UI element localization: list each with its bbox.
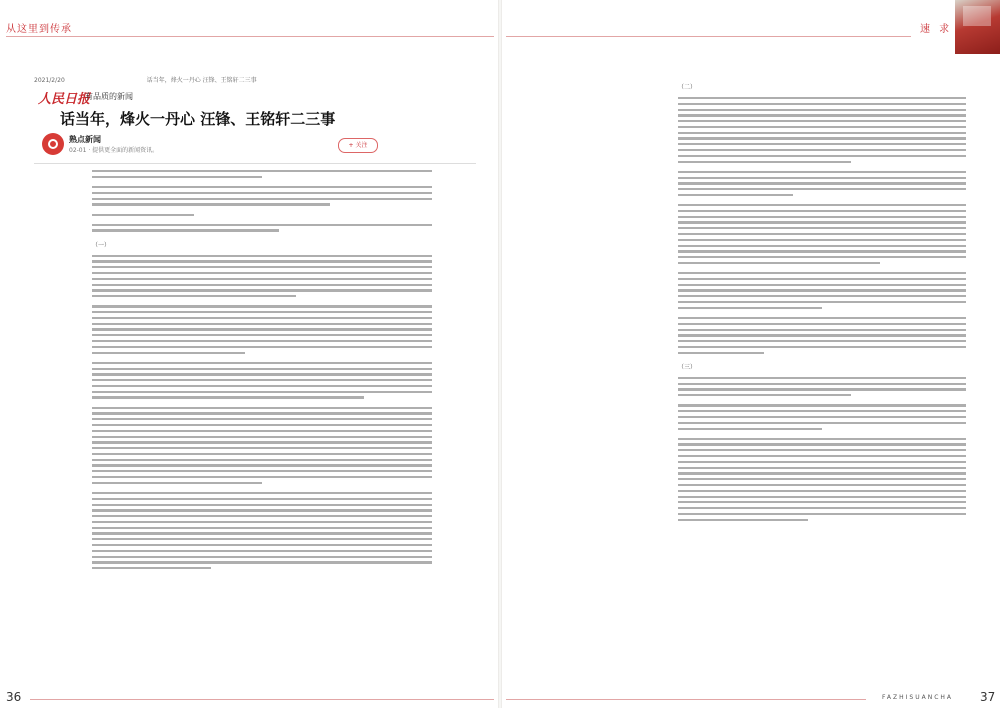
source-description: 02-01 · 提供更全面的新闻资讯。: [69, 147, 159, 154]
body-paragraph: [92, 170, 432, 178]
newspaper-logo: 人民日报: [38, 92, 91, 107]
body-paragraph: [92, 186, 432, 206]
body-paragraph: [678, 377, 966, 397]
page-number-right: 37: [980, 690, 996, 704]
body-paragraph: [92, 362, 432, 399]
right-article-body: [678, 78, 966, 529]
section-heading: （一）: [92, 241, 111, 249]
right-page-header: 速 求: [920, 24, 953, 35]
body-paragraph: [92, 214, 432, 216]
body-paragraph: [92, 407, 432, 484]
left-article-body: [92, 170, 432, 577]
body-paragraph: [678, 171, 966, 196]
body-paragraph: [678, 272, 966, 309]
header-divider: [34, 163, 476, 164]
section-heading: （二）: [678, 84, 697, 91]
page-gutter: [498, 0, 502, 708]
left-header-rule: [6, 36, 494, 37]
section-heading: （三）: [678, 363, 697, 371]
body-paragraph: [678, 438, 966, 521]
body-paragraph: [678, 204, 966, 264]
body-paragraph: [92, 305, 432, 353]
logo-tagline: 有品质的新闻: [85, 92, 133, 101]
article-meta-title: 话当年，烽火一丹心 汪锋、王铭轩二三事: [146, 77, 257, 84]
body-paragraph: [678, 404, 966, 429]
body-paragraph: [678, 97, 966, 163]
right-footer-rule: [506, 699, 866, 700]
body-paragraph: [678, 317, 966, 354]
footer-magazine-name: FAZHISUANCHA: [882, 694, 953, 701]
right-header-rule: [506, 36, 911, 37]
follow-button[interactable]: + 关注: [338, 138, 378, 153]
article-title: 话当年，烽火一丹心 汪锋、王铭轩二三事: [60, 110, 336, 128]
article-date: 2021/2/20: [34, 77, 65, 84]
body-paragraph: [92, 224, 432, 232]
left-footer-rule: [30, 699, 494, 700]
body-paragraph: [92, 255, 432, 298]
magazine-cover-thumbnail: [955, 0, 1000, 54]
source-avatar-icon: [42, 133, 64, 155]
left-page-header: 从这里到传承: [6, 24, 72, 35]
source-name: 熟点新闻: [69, 135, 101, 144]
article-meta-row: [34, 75, 337, 84]
page-number-left: 36: [6, 690, 22, 704]
body-paragraph: [92, 492, 432, 569]
